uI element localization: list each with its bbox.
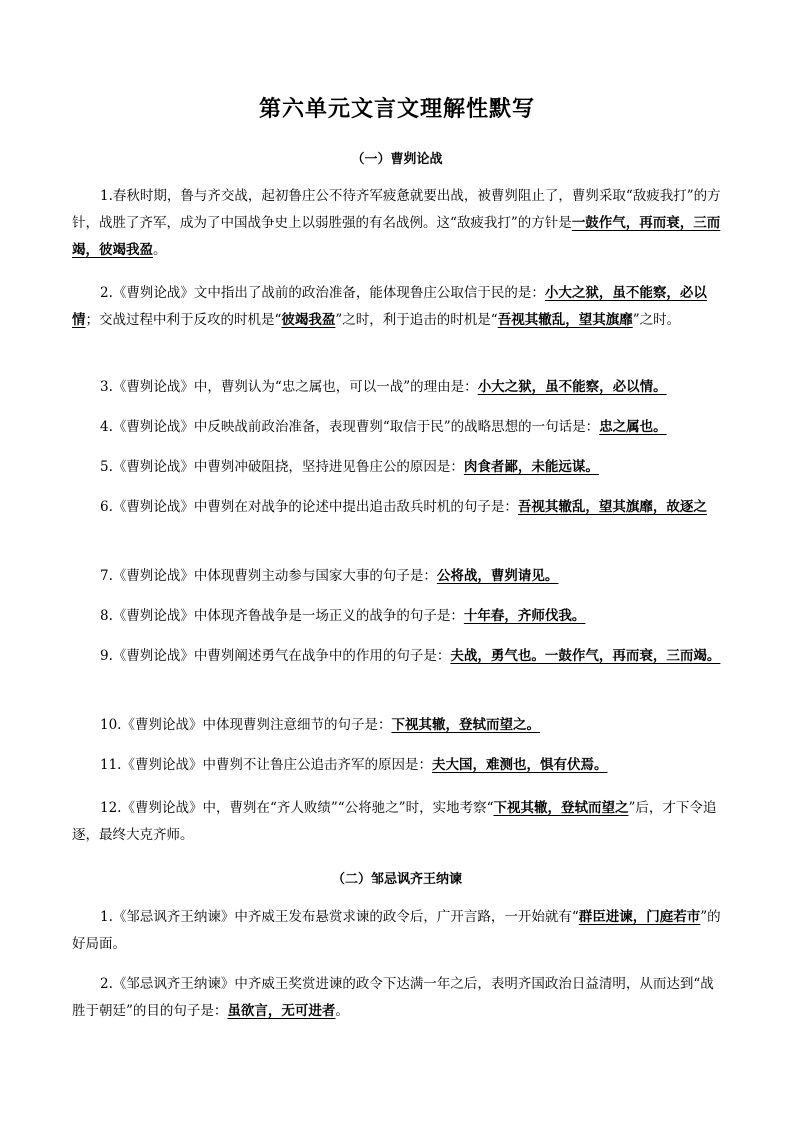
question-item xyxy=(72,712,722,739)
question-text: 3.《曹刿论战》中，曹刿认为“忠之属也，可以一战”的理由是： xyxy=(100,379,478,395)
question-item xyxy=(72,603,722,630)
answer-text: 十年春，齐师伐我。 xyxy=(463,608,586,624)
question-item xyxy=(72,795,722,849)
answer-text: 忠之属也。 xyxy=(599,419,667,435)
question-text: ；交战过程中利于反攻的时机是“ xyxy=(85,312,282,328)
question-text: 2.《邹忌讽齐王纳谏》中齐威王奖赏进谏的政令下达满一年之后，表明齐国政治日益清明，从而达到“战胜于朝廷”的目的句子是： xyxy=(72,976,714,1019)
question-item xyxy=(72,183,722,264)
page-title: 第六单元文言文理解性默写 xyxy=(258,96,535,122)
question-item xyxy=(72,752,722,779)
question-text: 。 xyxy=(153,242,167,258)
question-text: 8.《曹刿论战》中体现齐鲁战争是一场正义的战争的句子是： xyxy=(100,608,464,624)
answer-text: 夫大国，难测也，惧有伏焉。 xyxy=(431,757,608,773)
question-item xyxy=(72,563,722,590)
question-text: 5.《曹刿论战》中曹刿冲破阻挠，坚持进见鲁庄公的原因是： xyxy=(100,459,464,475)
question-text: ”之时。 xyxy=(632,312,681,328)
question-item xyxy=(72,971,722,1025)
question-item xyxy=(72,643,722,670)
answer-text: 吾视其辙乱，望其旗靡 xyxy=(497,312,633,328)
question-text: 。 xyxy=(335,1003,349,1019)
question-text: 10.《曹刿论战》中体现曹刿注意细节的句子是： xyxy=(100,717,392,733)
answer-text: 小大之狱，虽不能察，必以情。 xyxy=(477,379,667,395)
answer-text: 夫战，勇气也。一鼓作气，再而衰，三而竭。 xyxy=(450,648,721,664)
question-text: 9.《曹刿论战》中曹刿阐述勇气在战争中的作用的句子是： xyxy=(100,648,451,664)
question-text: ”后，才下令追逐，最终大克齐师。 xyxy=(72,800,717,843)
question-item xyxy=(72,374,722,401)
question-item xyxy=(72,414,722,441)
question-text: 12.《曹刿论战》中，曹刿在“齐人败绩”“公将驰之”时，实地考察“ xyxy=(100,800,494,816)
question-text: ”的好局面。 xyxy=(72,909,721,952)
question-text: 1.《邹忌讽齐王纳谏》中齐威王发布悬赏求谏的政令后，广开言路，一开始就有“ xyxy=(100,909,579,925)
question-item xyxy=(72,494,722,521)
answer-text: 彼竭我盈 xyxy=(281,312,336,328)
question-item xyxy=(72,280,722,334)
question-text: 4.《曹刿论战》中反映战前政治准备，表现曹刿“取信于民”的战略思想的一句话是： xyxy=(100,419,600,435)
answer-text: 下视其辙，登轼而望之。 xyxy=(391,717,540,733)
answer-text: 小大之狱，虽不能察，必以情 xyxy=(72,285,707,328)
answer-text: 公将战，曹刿请见。 xyxy=(436,568,559,584)
question-text: 11.《曹刿论战》中曹刿不让鲁庄公追击齐军的原因是： xyxy=(100,757,432,773)
answer-text: 虽欲言，无可进者 xyxy=(227,1003,336,1019)
question-text: 7.《曹刿论战》中体现曹刿主动参与国家大事的句子是： xyxy=(100,568,437,584)
answer-text: 下视其辙，登轼而望之 xyxy=(493,800,629,816)
answer-text: 肉食者鄙，未能远谋。 xyxy=(463,459,599,475)
answer-text: 吾视其辙乱，望其旗靡，故逐之 xyxy=(517,499,707,515)
section-heading: （一）曹刿论战 xyxy=(351,152,443,167)
question-item xyxy=(72,904,722,958)
section-heading: （二）邹忌讽齐王纳谏 xyxy=(331,872,462,887)
question-text: 1.春秋时期，鲁与齐交战，起初鲁庄公不待齐军疲惫就要出战，被曹刿阻止了，曹刿采取“敌疲我打”的方针，战胜了齐军，成为了中国战争史上以弱胜强的有名战例。这“敌疲我打”的方针是 xyxy=(72,188,721,231)
question-text: 6.《曹刿论战》中曹刿在对战争的论述中提出追击敌兵时机的句子是： xyxy=(100,499,518,515)
answer-text: 群臣进谏，门庭若市 xyxy=(578,909,701,925)
answer-text: 一鼓作气，再而衰，三而竭，彼竭我盈 xyxy=(72,215,721,258)
question-item xyxy=(72,454,722,481)
question-text: 2.《曹刿论战》文中指出了战前的政治准备，能体现鲁庄公取信于民的是： xyxy=(100,285,545,301)
question-text: ”之时，利于追击的时机是“ xyxy=(335,312,498,328)
